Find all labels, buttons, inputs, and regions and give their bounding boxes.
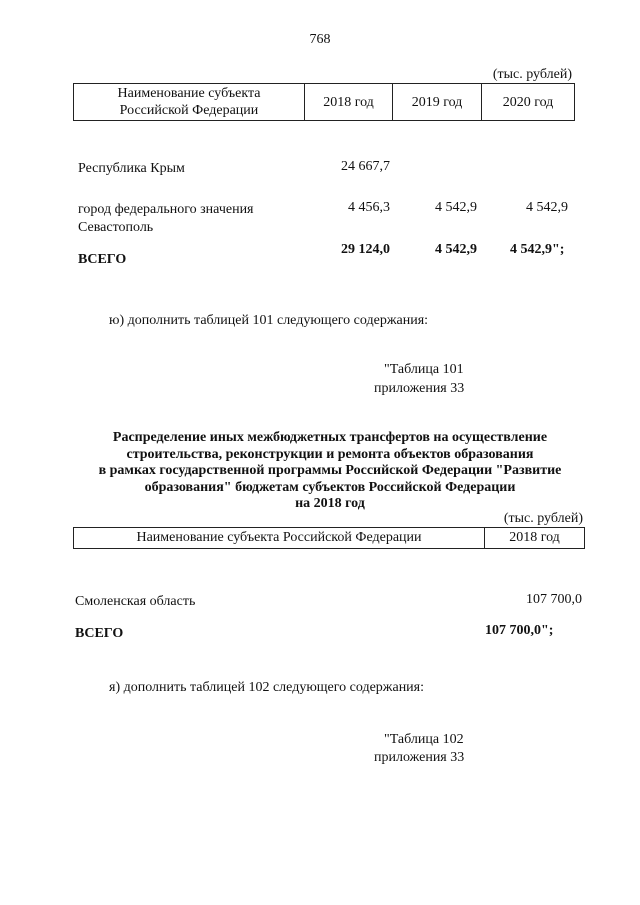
- total-value-2018: 107 700,0";: [485, 623, 554, 638]
- header-2020: 2020 год: [502, 94, 554, 110]
- row-value-2018: 24 667,7: [341, 159, 390, 174]
- table-ref-line2: приложения 33: [374, 381, 465, 396]
- total-label: ВСЕГО: [75, 626, 124, 641]
- row-value-2018: 107 700,0: [526, 592, 582, 607]
- page-number: 768: [309, 32, 331, 47]
- total-value-2018: 29 124,0: [341, 242, 390, 257]
- row-name: Республика Крым: [78, 161, 185, 176]
- header-name-cell: [74, 84, 304, 120]
- header-2019: 2019 год: [411, 94, 463, 110]
- row-name: Смоленская область: [75, 594, 196, 609]
- total-value-2019: 4 542,9: [435, 242, 477, 257]
- row-name-line2: Севастополь: [78, 220, 154, 235]
- header-name-line1: Наименование субъекта: [117, 86, 261, 101]
- title-line1: Распределение иных межбюджетных трансфертов на осуществление: [112, 430, 548, 445]
- title-line4: образования" бюджетам субъектов Российской Федерации: [144, 479, 516, 495]
- units-label: (тыс. рублей): [492, 67, 572, 82]
- units-label: (тыс. рублей): [503, 511, 583, 526]
- table-ref-line2: приложения 33: [374, 750, 465, 765]
- table-header: [73, 83, 575, 121]
- table-title: [40, 430, 620, 513]
- header-name-line2: Российской Федерации: [119, 103, 259, 118]
- row-value-2019: 4 542,9: [435, 200, 477, 215]
- title-line3: в рамках государственной программы Российской Федерации "Развитие: [98, 463, 562, 478]
- title-line2: строительства, реконструкции и ремонта объектов образования: [126, 446, 534, 462]
- table-ref-line1: "Таблица 101: [384, 362, 464, 377]
- row-name-line1: город федерального значения: [78, 202, 254, 217]
- title-line5: на 2018 год: [295, 496, 365, 511]
- row-value-2018: 4 456,3: [348, 200, 390, 215]
- total-value-2020: 4 542,9";: [510, 242, 565, 257]
- total-label: ВСЕГО: [78, 252, 127, 267]
- instruction-text: ю) дополнить таблицей 101 следующего содержания:: [109, 313, 429, 328]
- table-header: [73, 527, 585, 549]
- header-2018: 2018 год: [509, 530, 560, 545]
- row-value-2020: 4 542,9: [526, 200, 568, 215]
- header-name: Наименование субъекта Российской Федерации: [136, 530, 422, 545]
- table-ref-line1: "Таблица 102: [384, 732, 464, 747]
- instruction-text: я) дополнить таблицей 102 следующего содержания:: [109, 680, 425, 695]
- header-2018: 2018 год: [323, 94, 374, 110]
